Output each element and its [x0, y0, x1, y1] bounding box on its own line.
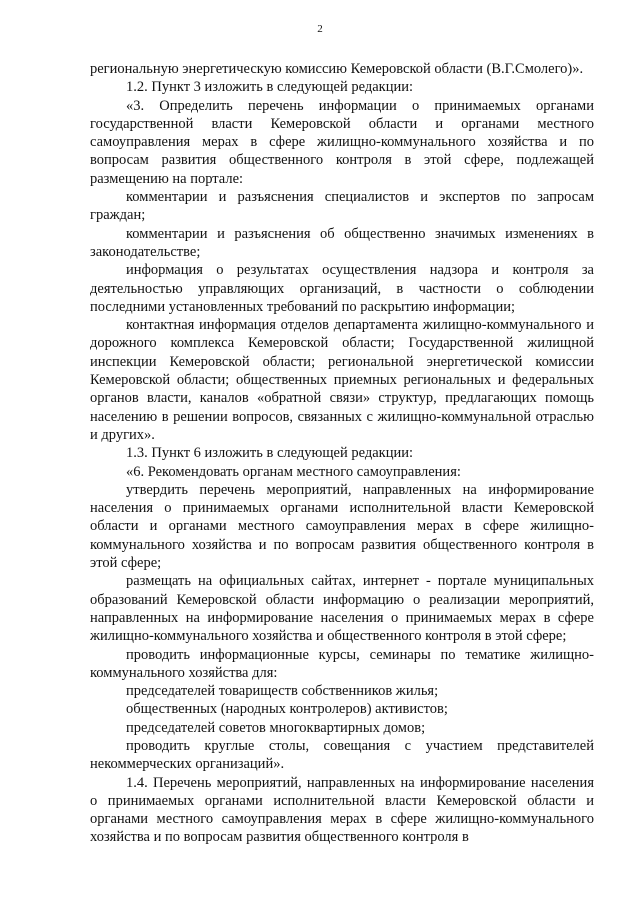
paragraph: контактная информация отделов департамента жилищно-коммунального и дорожного комплекса Кемеровской области; Государственной жилищной инспекции Кемеровской области; региональной энергетической комиссии Кемеровской области; общественных приемных региональных и федеральных органов власти, каналов «обратной связи» структур, предлагающих помощь населению в решении вопросов, связанных с жилищно-коммунальной отраслью и других». [90, 317, 594, 443]
paragraph: 1.3. Пункт 6 изложить в следующей редакции: [126, 445, 414, 462]
paragraph: информация о результатах осуществления надзора и контроля за деятельностью управляющих организаций, в частности о соблюдении последними установленных требований по раскрытию информации; [90, 262, 594, 315]
paragraph: региональную энергетическую комиссию Кемеровской области (В.Г.Смолего)». [90, 61, 584, 77]
document-body [90, 60, 594, 847]
paragraph: комментарии и разъяснения об общественно значимых изменениях в законодательстве; [90, 225, 594, 260]
paragraph: проводить круглые столы, совещания с участием представителей некоммерческих организаций». [90, 737, 594, 773]
page-number: 2 [317, 23, 323, 35]
paragraph: общественных (народных контролеров) активистов; [126, 701, 448, 718]
paragraph: 1.2. Пункт 3 изложить в следующей редакции: [126, 79, 414, 96]
paragraph: проводить информационные курсы, семинары по тематике жилищно-коммунального хозяйства для: [90, 646, 594, 681]
paragraph: «3. Определить перечень информации о принимаемых органами государственной власти Кемеровской области и органами местного самоуправления мерах в сфере жилищно-коммунального хозяйства и по вопросам развития общественного контроля в этой сфере, подлежащей размещению на портале: [90, 97, 594, 187]
paragraph: председателей советов многоквартирных домов; [126, 719, 426, 736]
paragraph: «6. Рекомендовать органам местного самоуправления: [126, 463, 461, 480]
paragraph: размещать на официальных сайтах, интернет - портале муниципальных образований Кемеровской области информацию о реализации мероприятий, направленных на информирование населения о принимаемых мерах в сфере жилищно-коммунального хозяйства и общественного контроля в этой сфере; [90, 573, 594, 645]
paragraph: утвердить перечень мероприятий, направленных на информирование населения о принимаемых органами исполнительной власти Кемеровской области и органами местного самоуправления мерах в сфере жилищно-коммунального хозяйства и по вопросам развития общественного контроля в этой сфере; [90, 481, 594, 572]
paragraph: комментарии и разъяснения специалистов и экспертов по запросам граждан; [90, 189, 594, 224]
paragraph: председателей товариществ собственников жилья; [126, 683, 439, 700]
paragraph: 1.4. Перечень мероприятий, направленных на информирование населения о принимаемых органами исполнительной власти Кемеровской области и органами местного самоуправления мерах в сфере жилищно-коммунального хозяйства и по вопросам развития общественного контроля в [90, 774, 594, 846]
